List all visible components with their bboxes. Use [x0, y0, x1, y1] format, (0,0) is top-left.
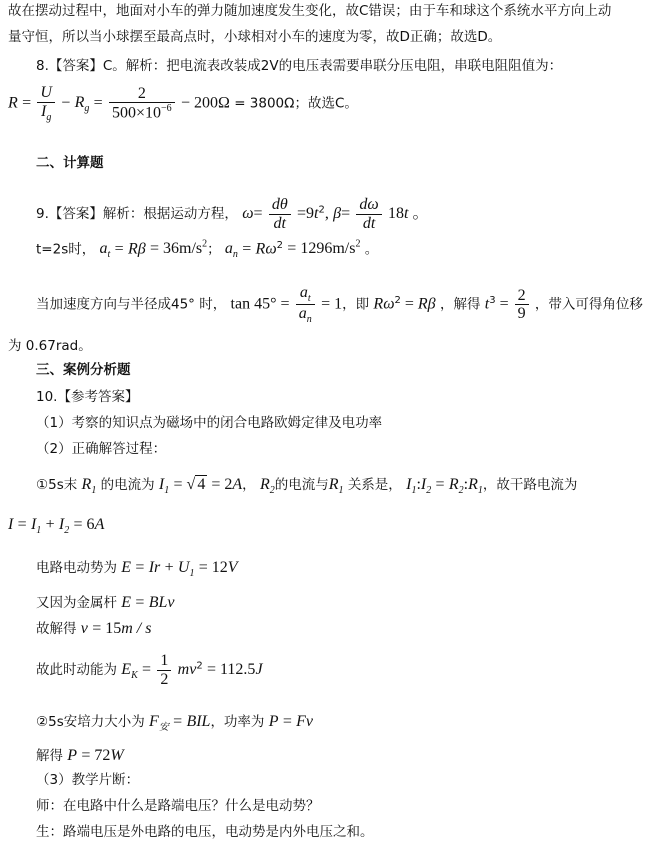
- kinetic-energy-line: 故此时动能为 $E_K$ = $\frac{1}{2}$ $mv^2 = 112.5J$: [36, 652, 263, 688]
- answer-9-angle: 当加速度方向与半径成45° 时， tan 45° = $\frac{a_t}{a_n}$ = 1，即 $R\omega^2 = R\beta$ ，解得 $t^3$ = $\frac{2}{9}$ ，带入可得角位移: [36, 284, 643, 326]
- current-text-4: ，故干路电流为: [482, 477, 578, 493]
- text-line-1: 故在摆动过程中，地面对小车的弹力随加速度发生变化，故C错误；由于车和球这个系统水平方向上动: [8, 3, 612, 19]
- ampere-force-label: ②5s安培力大小为: [36, 714, 145, 730]
- current-text-2: 的电流与: [274, 477, 329, 493]
- answer-9-t2: t=2s时， $a_t = R\beta = 36m/s^2$； $a_n = R\omega^2 = 1296m/s^2$ 。: [36, 239, 379, 261]
- answer-10-part1: （1）考察的知识点为磁场中的闭合电路欧姆定律及电功率: [36, 415, 383, 431]
- power-result-line: 解得 P = 72W: [36, 747, 124, 764]
- emf-label: 电路电动势为: [36, 560, 117, 576]
- answer-9-line: 9.【答案】解析：根据运动方程， ω= $\frac{d\theta}{dt}$ $=9t^2$, β= $\frac{d\omega}{dt}$ 18t 。: [36, 196, 429, 232]
- answer-10-part2: （2）正确解答过程：: [36, 441, 167, 457]
- answer-10-label: 10.【参考答案】: [36, 389, 139, 405]
- teaching-fragment-label: （3）教学片断：: [36, 772, 140, 788]
- angle-result: 为 0.67rad。: [8, 338, 92, 354]
- current-text-3: 关系是，: [347, 477, 402, 493]
- answer-8-formula: R = $\frac{U}{I_g}$ − $R_g$ = $\frac{2}{500\times 10^{-6}}$ − 200Ω = 3800Ω；故选C。: [8, 84, 358, 123]
- answer-10-current: ①5s末 $R_1$ 的电流为 $I_1$ = √ 4 = 2A， $R_2$的电流与$R_1$ 关系是， $I_1:I_2$ = $R_2:R_1$，故干路电流为: [36, 476, 578, 497]
- emf-line: 电路电动势为 $E = Ir + U_1 = 12V$: [36, 559, 238, 580]
- angle-connector-1: ，即: [342, 296, 370, 313]
- answer-9-label: 9.【答案】解析：根据运动方程，: [36, 206, 238, 223]
- total-current-formula: $I = I_1 + I_2 = 6A$: [8, 516, 105, 537]
- teacher-line: 师：在电路中什么是路端电压？什么是电动势？: [36, 798, 320, 814]
- velocity-label: 故解得: [36, 621, 77, 637]
- power-label: ，功率为: [210, 714, 265, 730]
- answer-8-text: 8.【答案】C。解析：把电流表改装成2V的电压表需要串联分压电阻，串联电阻阻值为：: [36, 58, 563, 74]
- current-text-1: 的电流为: [100, 477, 155, 493]
- angle-label: 当加速度方向与半径成45° 时，: [36, 296, 227, 313]
- angle-connector-3: ，带入可得角位移: [534, 296, 643, 313]
- student-line: 生：路端电压是外电路的电压，电动势是内外电压之和。: [36, 824, 374, 840]
- velocity-line: 故解得 v = 15m / s: [36, 620, 152, 637]
- rod-label: 又因为金属杆: [36, 595, 117, 611]
- ampere-force-line: ②5s安培力大小为 $F_安$ = BIL，功率为 P = Fv: [36, 713, 314, 734]
- t2-label: t=2s时，: [36, 241, 96, 258]
- current-prefix: ①5s末: [36, 477, 78, 493]
- angle-connector-2: ，解得: [439, 296, 481, 313]
- kinetic-energy-label: 故此时动能为: [36, 662, 117, 679]
- section-calculation-heading: 二、计算题: [36, 155, 104, 171]
- section-case-heading: 三、案例分析题: [36, 362, 131, 378]
- formula-result: = 3800Ω；故选C。: [234, 95, 358, 112]
- current-comma: ，: [242, 477, 256, 493]
- power-result-label: 解得: [36, 748, 63, 764]
- rod-line: 又因为金属杆 E = BLv: [36, 594, 175, 611]
- text-line-2: 量守恒，所以当小球摆至最高点时，小球相对小车的速度为零，故D正确；故选D。: [8, 29, 502, 45]
